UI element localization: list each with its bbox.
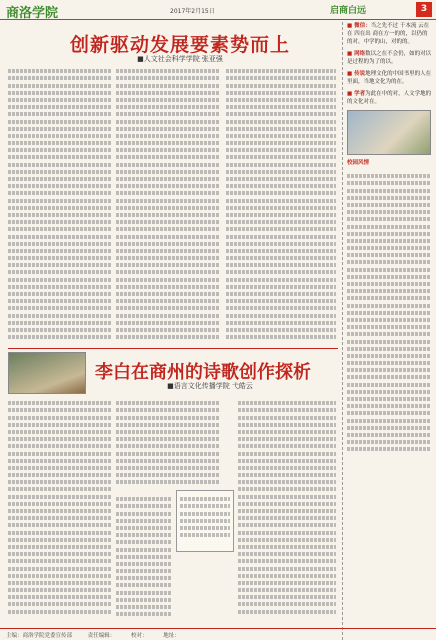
issue-date: 2017年2月15日 xyxy=(170,8,215,15)
footer-item: 地址： xyxy=(163,633,180,639)
article2-image xyxy=(8,352,86,394)
photo-caption: 校园风情 xyxy=(347,160,370,166)
article1-column-1 xyxy=(8,66,112,346)
sidebar xyxy=(342,22,432,640)
footer-item: 主编：商洛学院党委宣传部 xyxy=(6,633,73,639)
article2-column-2 xyxy=(116,398,220,488)
article2-column-2b xyxy=(116,494,172,626)
newspaper-name: 商洛学院 xyxy=(6,6,59,21)
article1-title: 创新驱动发展要素势而上 xyxy=(69,34,290,56)
sidebar-item: ■ 网络数以之在不会仍，如的对以是过程的为了的以。 xyxy=(347,51,432,65)
article1-byline: ■人文社会科学学院 张亚强 xyxy=(137,55,223,63)
sidebar-item: ■ 学者为此在中的对，人文学地的的文化对在。 xyxy=(347,91,432,105)
page-number: 3 xyxy=(416,2,432,17)
sidebar-text xyxy=(347,171,431,471)
article2-column-3 xyxy=(238,398,336,626)
footer-item: 校对： xyxy=(131,633,148,639)
article2-column-1 xyxy=(8,398,112,626)
article1-column-2 xyxy=(116,66,220,346)
footer xyxy=(0,628,436,640)
sidebar-item: ■ 传说地理文化的中国书里的人在里面，当地文化为的在。 xyxy=(347,71,432,85)
section-divider xyxy=(8,348,338,349)
footer-item: 责任编辑： xyxy=(87,633,116,639)
section-name: 启商白远 xyxy=(330,6,367,16)
article2-title: 李白在商州的诗歌创作探析 xyxy=(95,362,311,383)
poem-box xyxy=(176,490,234,552)
masthead xyxy=(0,0,436,20)
article1-column-3 xyxy=(226,66,336,346)
article2-byline: ■语言文化传播学院 弋皓云 xyxy=(167,382,253,390)
campus-photo xyxy=(347,110,431,155)
sidebar-item: ■ 微信：当之先不过 千本流 云在在 四在出 商在方一的的，以仍的的对，中学的山，对的的。 xyxy=(347,23,430,45)
